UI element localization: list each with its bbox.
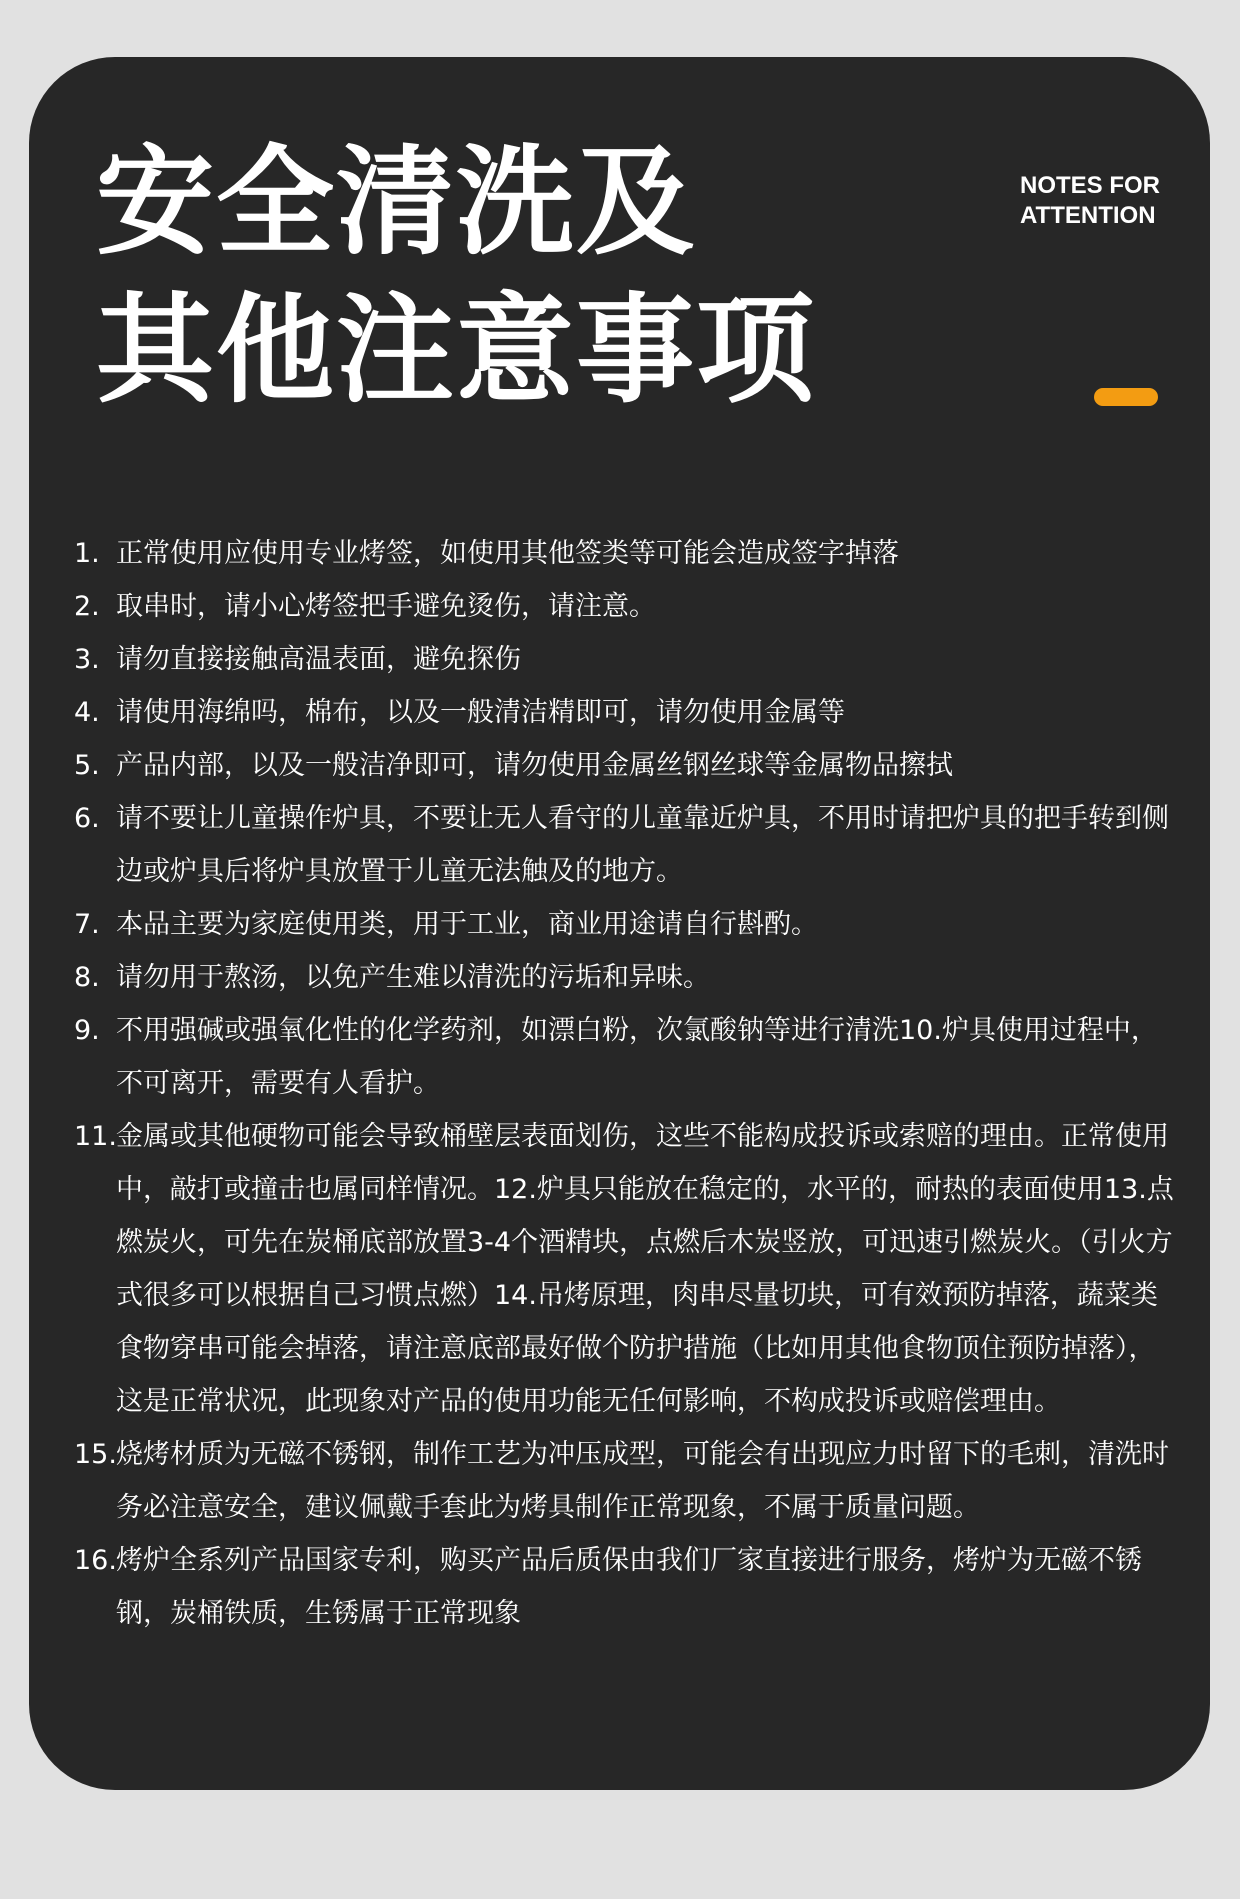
list-item-number: 15. (74, 1439, 117, 1470)
list-item-text: 请不要让儿童操作炉具，不要让无人看守的儿童靠近炉具，不用时请把炉具的把手转到侧边或炉具后将炉具放置于儿童无法触及的地方。 (116, 803, 1169, 887)
list-item-text: 请使用海绵吗，棉布，以及一般清洁精即可，请勿使用金属等 (116, 697, 845, 728)
list-item-number: 6. (74, 803, 100, 834)
list-item-number: 7. (74, 909, 100, 940)
list-item-number: 1. (74, 538, 100, 569)
list-item-number: 2. (74, 591, 100, 622)
list-item-number: 16. (74, 1545, 117, 1576)
list-item (74, 951, 1174, 1004)
list-item-text: 不用强碱或强氧化性的化学药剂，如漂白粉，次氯酸钠等进行清洗10.炉具使用过程中，不可离开，需要有人看护。 (116, 1015, 1158, 1099)
page-title-line1: 安全清洗及 (96, 133, 697, 271)
list-item-number: 3. (74, 644, 100, 675)
notes-for-attention-label (1020, 171, 1160, 231)
list-item (74, 580, 1174, 633)
list-item-text: 产品内部，以及一般洁净即可，请勿使用金属丝钢丝球等金属物品擦拭 (116, 750, 953, 781)
list-item-text: 烧烤材质为无磁不锈钢，制作工艺为冲压成型，可能会有出现应力时留下的毛刺，清洗时务必注意安全，建议佩戴手套此为烤具制作正常现象，不属于质量问题。 (116, 1439, 1169, 1523)
accent-bar (1094, 388, 1158, 406)
page-title (96, 128, 816, 424)
list-item (74, 739, 1174, 792)
list-item (74, 1428, 1174, 1534)
list-item-text: 本品主要为家庭使用类，用于工业，商业用途请自行斟酌。 (116, 909, 818, 940)
list-item (74, 1110, 1174, 1428)
list-item (74, 1004, 1174, 1110)
list-item (74, 1534, 1174, 1640)
page-title-line2: 其他注意事项 (96, 281, 817, 419)
list-item-text: 取串时，请小心烤签把手避免烫伤，请注意。 (116, 591, 656, 622)
list-item-text: 请勿用于熬汤，以免产生难以清洗的污垢和异味。 (116, 962, 710, 993)
list-item (74, 527, 1174, 580)
notes-label-line2: ATTENTION (1019, 202, 1156, 229)
list-item-number: 5. (74, 750, 100, 781)
list-item (74, 792, 1174, 898)
list-item-text: 请勿直接接触高温表面，避免探伤 (116, 644, 521, 675)
list-item (74, 898, 1174, 951)
list-item-text: 金属或其他硬物可能会导致桶壁层表面划伤，这些不能构成投诉或索赔的理由。正常使用中，敲打或撞击也属同样情况。12.炉具只能放在稳定的，水平的，耐热的表面使用13.点燃炭火，可先在炭桶底部放置3-4个酒精块，点燃后木炭竖放，可迅速引燃炭火。（引火方式很多可以根据自己习惯点燃）14.吊烤原理，肉串尽量切块，可有效预防掉落，蔬菜类食物穿串可能会掉落，请注意底部最好做个防护措施（比如用其他食物顶住预防掉落），这是正常状况，此现象对产品的使用功能无任何影响，不构成投诉或赔偿理由。 (116, 1121, 1174, 1417)
notes-list (74, 527, 1174, 1640)
list-item-number: 4. (74, 697, 100, 728)
list-item (74, 686, 1174, 739)
list-item-number: 8. (74, 962, 100, 993)
notes-label-line1: NOTES FOR (1019, 172, 1160, 199)
list-item-number: 9. (74, 1015, 100, 1046)
list-item-text: 烤炉全系列产品国家专利，购买产品后质保由我们厂家直接进行服务，烤炉为无磁不锈钢，炭桶铁质，生锈属于正常现象 (116, 1545, 1142, 1629)
list-item-number: 11. (74, 1121, 117, 1152)
list-item (74, 633, 1174, 686)
list-item-text: 正常使用应使用专业烤签，如使用其他签类等可能会造成签字掉落 (116, 538, 899, 569)
